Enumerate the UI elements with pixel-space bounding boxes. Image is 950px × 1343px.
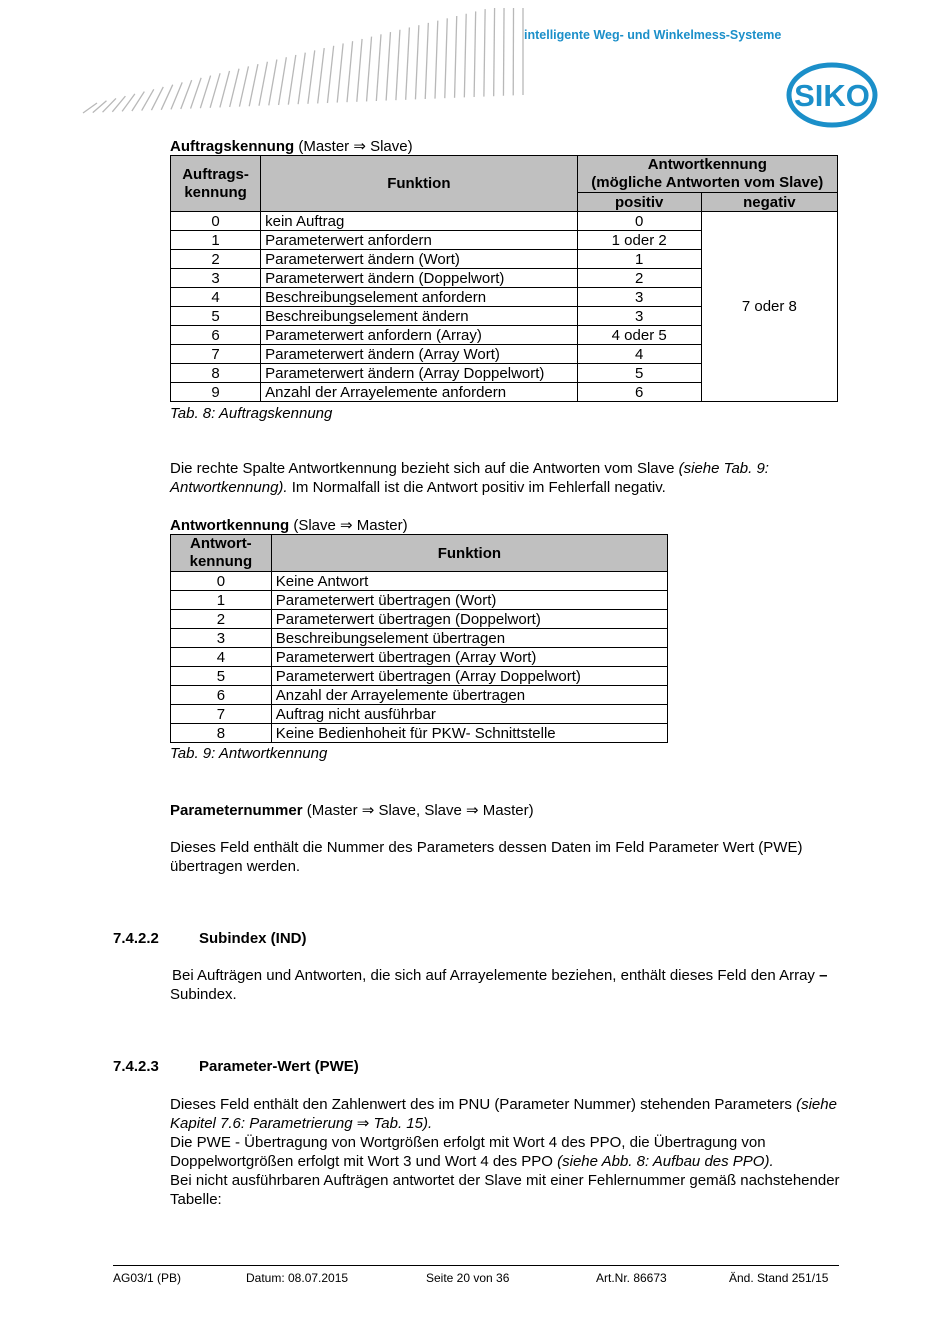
antwortkennung-cell: 5 — [171, 667, 272, 686]
table9-heading-rest: (Slave ⇒ Master) — [289, 517, 408, 534]
pwe-paragraph-3: Bei nicht ausführbaren Aufträgen antwortet der Slave mit einer Fehlernummer gemäß nachstehender Tabelle: — [170, 1172, 840, 1208]
funktion-cell: Parameterwert anfordern (Array) — [261, 326, 577, 345]
footer-revision: Änd. Stand 251/15 — [729, 1271, 829, 1285]
header-stripe — [230, 69, 239, 107]
header-stripe — [220, 71, 230, 107]
funktion-cell: Beschreibungselement übertragen — [271, 629, 667, 648]
para-dash: – — [819, 967, 828, 984]
header-stripe — [347, 41, 353, 102]
header-stripe — [386, 32, 390, 101]
funktion-cell: Parameterwert ändern (Array Wort) — [261, 345, 577, 364]
section-number: 7.4.2.3 — [113, 1058, 159, 1075]
header-stripe — [435, 21, 438, 99]
table9-heading-bold: Antwortkennung — [170, 517, 290, 534]
para-text: Subindex. — [170, 986, 237, 1003]
header-stripe — [181, 80, 192, 109]
header-stripe — [474, 11, 476, 97]
para-reference: (siehe Kapitel 7.6: Parametrierung ⇒ Tab. 15). — [170, 1096, 837, 1132]
positiv-cell: 2 — [577, 269, 701, 288]
header-stripe — [308, 50, 315, 103]
funktion-cell: Auftrag nicht ausführbar — [271, 705, 667, 724]
header-stripe — [259, 62, 267, 106]
pwe-paragraph-2 — [170, 1133, 845, 1171]
header-stripe — [318, 48, 325, 103]
section-title: Parameter-Wert (PWE) — [199, 1058, 359, 1075]
antwortkennung-cell: 2 — [171, 610, 272, 629]
header-stripe — [494, 8, 495, 96]
parameternummer-heading-bold: Parameternummer — [170, 802, 303, 819]
funktion-cell: Keine Bedienhoheit für PKW- Schnittstelle — [271, 724, 667, 743]
col-header-funktion: Funktion — [271, 535, 667, 572]
header-stripe — [239, 66, 248, 106]
para-reference: (siehe Abb. 8: Aufbau des PPO). — [557, 1153, 774, 1170]
footer-date: Datum: 08.07.2015 — [246, 1271, 349, 1285]
antwortkennung-table — [170, 534, 668, 743]
funktion-cell: Parameterwert ändern (Wort) — [261, 250, 577, 269]
para-text: Bei Aufträgen und Antworten, die sich auf Arrayelemente beziehen, enthält dieses Feld den Array — [172, 967, 820, 984]
table9-heading — [170, 516, 408, 534]
positiv-cell: 3 — [577, 288, 701, 307]
header-stripe — [455, 16, 457, 98]
positiv-cell: 0 — [577, 212, 701, 231]
auftragskennung-cell: 5 — [171, 307, 261, 326]
table8-heading-rest: (Master ⇒ Slave) — [294, 138, 413, 155]
header-stripe — [367, 37, 372, 102]
footer-document-id: AG03/1 (PB) — [113, 1271, 182, 1285]
col-header-antwortkennung: Antwort- kennung — [171, 535, 272, 572]
auftragskennung-cell: 4 — [171, 288, 261, 307]
auftragskennung-cell: 7 — [171, 345, 261, 364]
header-stripe — [269, 60, 277, 106]
positiv-cell: 3 — [577, 307, 701, 326]
funktion-cell: Anzahl der Arrayelemente übertragen — [271, 686, 667, 705]
auftragskennung-cell: 6 — [171, 326, 261, 345]
svg-text:SIKO: SIKO — [794, 78, 870, 113]
subindex-paragraph — [170, 966, 840, 1004]
parameternummer-heading-rest: (Master ⇒ Slave, Slave ⇒ Master) — [302, 802, 534, 819]
antwortkennung-cell: 0 — [171, 572, 272, 591]
siko-logo — [786, 62, 878, 128]
funktion-cell: Parameterwert anfordern — [261, 231, 577, 250]
positiv-cell: 1 oder 2 — [577, 231, 701, 250]
table-row — [171, 212, 838, 231]
funktion-cell: Parameterwert übertragen (Array Wort) — [271, 648, 667, 667]
header-stripe — [279, 57, 287, 105]
table-header-row — [171, 535, 668, 572]
auftragskennung-cell: 1 — [171, 231, 261, 250]
antwortkennung-cell: 4 — [171, 648, 272, 667]
header-stripe — [484, 9, 485, 96]
col-header-auftragskennung: Auftrags- kennung — [171, 156, 261, 212]
negativ-cell: 7 oder 8 — [701, 212, 837, 402]
positiv-cell: 5 — [577, 364, 701, 383]
positiv-cell: 6 — [577, 383, 701, 402]
antwortkennung-cell: 6 — [171, 686, 272, 705]
funktion-cell: Keine Antwort — [271, 572, 667, 591]
antwortkennung-cell: 1 — [171, 591, 272, 610]
funktion-cell: Beschreibungselement anfordern — [261, 288, 577, 307]
auftragskennung-cell: 0 — [171, 212, 261, 231]
para-text: Im Normalfall ist die Antwort positiv im Fehlerfall negativ. — [287, 479, 666, 496]
header-stripe — [503, 8, 504, 96]
col-header-negativ: negativ — [701, 193, 837, 212]
header-stripe — [376, 34, 381, 101]
table-row — [171, 724, 668, 743]
pwe-paragraph-1 — [170, 1095, 845, 1133]
auftragskennung-cell: 8 — [171, 364, 261, 383]
table8-caption: Tab. 8: Auftragskennung — [170, 405, 333, 422]
table9-caption: Tab. 9: Antwortkennung — [170, 745, 328, 762]
auftragskennung-cell: 3 — [171, 269, 261, 288]
footer-divider — [113, 1265, 839, 1266]
pwe-paragraph — [170, 1095, 845, 1209]
funktion-cell: Parameterwert übertragen (Doppelwort) — [271, 610, 667, 629]
table-row — [171, 629, 668, 648]
footer-article-number: Art.Nr. 86673 — [596, 1271, 667, 1285]
header-stripe — [357, 39, 362, 102]
table-row — [171, 591, 668, 610]
positiv-cell: 4 oder 5 — [577, 326, 701, 345]
para-reference: (siehe Tab. 9: Antwortkennung). — [170, 460, 769, 496]
parameternummer-heading — [170, 801, 534, 819]
funktion-cell: Parameterwert ändern (Array Doppelwort) — [261, 364, 577, 383]
antwortkennung-cell: 8 — [171, 724, 272, 743]
col-header-antwortkennung — [577, 156, 837, 193]
footer-page-number: Seite 20 von 36 — [426, 1271, 510, 1285]
antwortkennung-cell: 7 — [171, 705, 272, 724]
table-row — [171, 705, 668, 724]
header-stripe — [445, 18, 447, 98]
table-header-row — [171, 156, 838, 193]
col-header-positiv: positiv — [577, 193, 701, 212]
funktion-cell: Parameterwert übertragen (Array Doppelwort) — [271, 667, 667, 686]
header-stripe-graphic — [75, 8, 545, 123]
brand-tagline: intelligente Weg- und Winkelmess-Systeme — [524, 28, 782, 42]
header-stripe — [200, 76, 210, 109]
positiv-cell: 1 — [577, 250, 701, 269]
antwort-explanation-paragraph — [170, 459, 840, 497]
section-title: Subindex (IND) — [199, 930, 307, 947]
header-stripe — [171, 82, 182, 109]
header-stripe — [425, 23, 428, 99]
table-row — [171, 686, 668, 705]
auftragskennung-cell: 9 — [171, 383, 261, 402]
funktion-cell: kein Auftrag — [261, 212, 577, 231]
header-stripe — [288, 55, 295, 105]
parameternummer-paragraph: Dieses Feld enthält die Nummer des Parameters dessen Daten im Feld Parameter Wert (PWE) übertragen werden. — [170, 839, 803, 875]
table8-heading-bold: Auftragskennung — [170, 138, 295, 155]
header-stripe — [191, 78, 202, 109]
header-stripe — [337, 43, 343, 102]
header-stripe — [249, 64, 258, 106]
section-number: 7.4.2.2 — [113, 930, 159, 947]
header-stripe — [406, 27, 410, 99]
header-stripe — [464, 14, 466, 98]
auftragskennung-cell: 2 — [171, 250, 261, 269]
funktion-cell: Parameterwert ändern (Doppelwort) — [261, 269, 577, 288]
antwortkennung-subtitle: (mögliche Antworten vom Slave) — [591, 174, 824, 191]
table-row — [171, 572, 668, 591]
table-row — [171, 667, 668, 686]
positiv-cell: 4 — [577, 345, 701, 364]
header-stripe — [298, 53, 305, 105]
table-row — [171, 648, 668, 667]
table8-heading — [170, 137, 413, 155]
header-stripe — [210, 73, 220, 108]
antwortkennung-cell: 3 — [171, 629, 272, 648]
header-stripe — [415, 25, 418, 99]
header-stripe — [327, 46, 333, 103]
para-text: Dieses Feld enthält den Zahlenwert des im PNU (Parameter Nummer) stehenden Parameters — [170, 1096, 797, 1113]
antwortkennung-title: Antwortkennung — [647, 156, 767, 173]
auftragskennung-table — [170, 155, 838, 402]
col-header-funktion: Funktion — [261, 156, 577, 212]
funktion-cell: Parameterwert übertragen (Wort) — [271, 591, 667, 610]
table-row — [171, 610, 668, 629]
para-text: Die PWE - Übertragung von Wortgrößen erfolgt mit Wort 4 des PPO, die Übertragung von Doppelwortgrößen erfolgt mit Wort 3 und Wort 4 des PPO — [170, 1134, 766, 1170]
funktion-cell: Anzahl der Arrayelemente anfordern — [261, 383, 577, 402]
funktion-cell: Beschreibungselement ändern — [261, 307, 577, 326]
para-text: Die rechte Spalte Antwortkennung bezieht sich auf die Antworten vom Slave — [170, 460, 679, 477]
header-stripe — [396, 30, 400, 100]
